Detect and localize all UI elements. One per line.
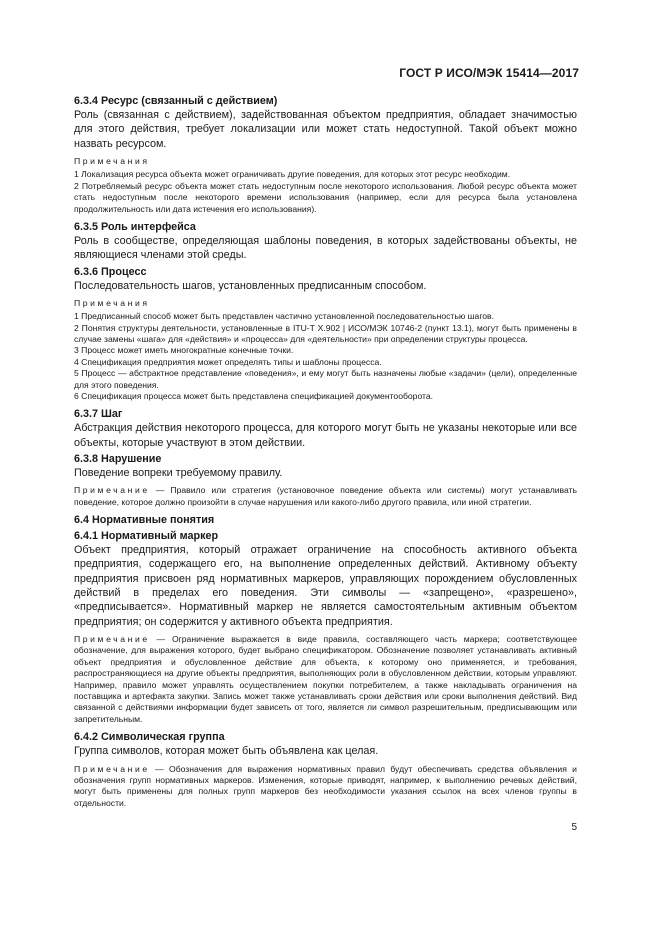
note-item: 6 Спецификация процесса может быть представлена спецификацией документооборота.: [74, 391, 434, 402]
definition-text: Объект предприятия, который отражает ограничение на способность активного объекта предприятия, содержащего его, на выполнение определенных действий. Активному объекту предприятия присвоен ряд нормативных маркеров, управляющих порождением обусловленных действий в пределах его поведения. Эти символы — «запрещено», «разрешено», «предписывается». Нормативный маркер не является самостоятельным активным объектом предприятия; он содержится у активного объекта предприятия.: [74, 544, 577, 628]
note-item: 2 Понятия структуры деятельности, установленные в ITU-T X.902 | ИСО/МЭК 10746-2 (пункт 13.1), могут быть применены в случае замены «шага» для «действия» и «процесса» для «деятельности» при определении структуры процесса.: [74, 322, 577, 345]
note-item: 1 Локализация ресурса объекта может ограничивать другие поведения, для которых этот ресурс необходим.: [74, 169, 511, 180]
section-title: 6.3.7 Шаг: [74, 408, 123, 421]
inline-note: [74, 634, 577, 725]
notes-title: Примечания: [74, 297, 150, 308]
definition-text: Группа символов, которая может быть объявлена как целая.: [74, 745, 379, 758]
note-label: Примечание: [74, 763, 150, 774]
page-number: 5: [571, 822, 577, 833]
notes-title: Примечания: [74, 155, 150, 166]
notes-block: [74, 298, 577, 403]
note-label: Примечание: [74, 633, 150, 644]
note-item: 3 Процесс может иметь многократные конечные точки.: [74, 345, 294, 356]
inline-note: [74, 764, 577, 810]
section-6-4: [74, 513, 577, 527]
note-item: 5 Процесс — абстрактное представление «поведения», и ему могут быть назначены любые «задачи» (цели), определенные для этого поведения.: [74, 368, 577, 390]
note-item: 4 Спецификация предприятия может определять типы и шаблоны процесса.: [74, 356, 382, 367]
definition-text: Поведение вопреки требуемому правилу.: [74, 467, 283, 480]
section-6-4-2: [74, 730, 577, 809]
section-title: 6.3.4 Ресурс (связанный с действием): [74, 95, 278, 107]
notes-block: [74, 156, 577, 215]
definition-text: Роль (связанная с действием), задействованная объектом предприятия, обладает значимостью для этого действия, требует локализации или может стать недоступной. Такой объект можно назвать ресурсом.: [74, 109, 577, 150]
document-content: [74, 94, 577, 809]
standard-header: ГОСТ Р ИСО/МЭК 15414—2017: [399, 66, 579, 80]
section-6-3-4: [74, 94, 577, 215]
section-6-3-6: [74, 265, 577, 403]
section-title: 6.4.1 Нормативный маркер: [74, 530, 219, 543]
section-title: 6.4 Нормативные понятия: [74, 514, 215, 527]
note-text: — Правило или стратегия (установочное поведение объекта или системы) могут устанавливать поведение, которое должно произойти в случае нарушения или какого-либо другого правила, или иной стратегии.: [74, 485, 577, 507]
note-item: 1 Предписанный способ может быть представлен частично установленной последовательностью шагов.: [74, 311, 495, 322]
section-title: 6.4.2 Символическая группа: [74, 731, 225, 744]
note-label: Примечание: [74, 485, 150, 496]
note-text: — Обозначения для выражения нормативных правил будут обеспечивать средства объявления и обозначения групп нормативных маркеров. Изменения, которые приводят, например, к выполнению речевых действий, могут быть применены для полных групп маркеров без необходимости указания ссылок на всех членов группы в отдельности.: [74, 763, 577, 808]
section-6-3-8: [74, 452, 577, 508]
section-title: 6.3.8 Нарушение: [74, 453, 162, 466]
section-6-4-1: [74, 529, 577, 725]
section-6-3-7: [74, 407, 577, 450]
inline-note: [74, 485, 577, 508]
note-item: 2 Потребляемый ресурс объекта может стать недоступным после некоторого использования. Любой ресурс объекта может стать недоступным после некоторого времени использования (например, если для ресурса была установлена продолжительность или дата истечения его использования).: [74, 180, 577, 214]
note-text: — Ограничение выражается в виде правила, составляющего часть маркера; соответствующее обозначение, для выражения которого, будет выбрано спецификатором. Обозначение позволяет устанавливать активный объект предприятия и обусловленное действие для объекта, к которому оно применяется, и требования, распространяющиеся на другие объекты предприятия, выполняющих роли в обусловленном действии, которым управляют. Например, правило может управлять осуществлением покупки потребителем, а также накладывать ограничения на поставщика и артефакта закупки. Запись может также устанавливать сроки действия или сроки выполнения действий. Вид связанной с действиями информации будет зависеть от того, является ли символ разрешительным, предписывающим или запретительным.: [74, 633, 577, 724]
definition-text: Роль в сообществе, определяющая шаблоны поведения, в которых задействованы объекты, не являющиеся членами этой среды.: [74, 234, 577, 262]
section-title: 6.3.5 Роль интерфейса: [74, 220, 196, 233]
section-title: 6.3.6 Процесс: [74, 265, 147, 278]
definition-text: Абстракция действия некоторого процесса, для которого могут быть не указаны некоторые или все объекты, которые участвуют в этом действии.: [74, 422, 577, 449]
definition-text: Последовательность шагов, установленных предписанным способом.: [74, 279, 427, 292]
section-6-3-5: [74, 220, 577, 263]
